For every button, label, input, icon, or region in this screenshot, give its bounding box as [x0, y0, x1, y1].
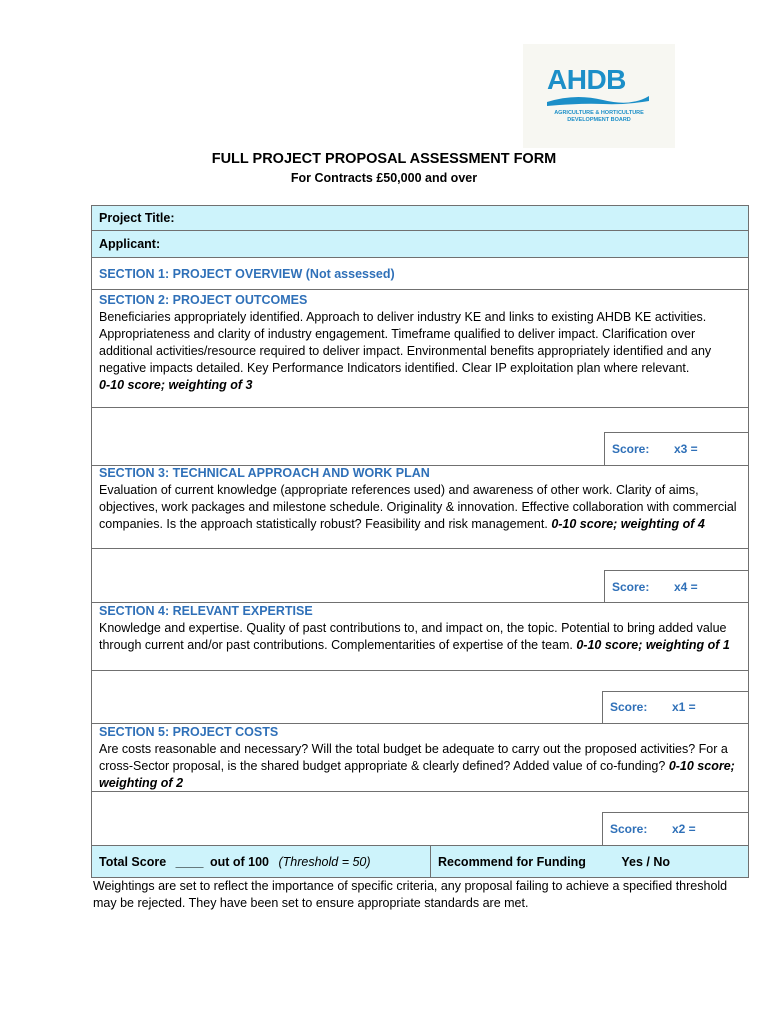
- ahdb-logo: [523, 44, 675, 148]
- section2-score-box[interactable]: [604, 432, 749, 466]
- section4-body: Knowledge and expertise. Quality of past contributions to, and impact on, the topic. Potential to bring added value through current and/or past contributions. Complementarities of expertise of the team.: [99, 621, 727, 652]
- section1-row: [91, 257, 749, 290]
- section2-heading: SECTION 2: PROJECT OUTCOMES: [99, 293, 308, 307]
- section2-multiplier: x3 =: [674, 442, 698, 456]
- section4-heading: SECTION 4: RELEVANT EXPERTISE: [99, 604, 313, 618]
- section3-heading: SECTION 3: TECHNICAL APPROACH AND WORK PLAN: [99, 466, 430, 480]
- section2-scoring: 0-10 score; weighting of 3: [99, 378, 253, 392]
- section4-score-label: Score:: [610, 700, 648, 714]
- form-title: FULL PROJECT PROPOSAL ASSESSMENT FORM: [211, 151, 557, 167]
- total-score-blank: ____: [175, 855, 204, 869]
- section2-score-label: Score:: [612, 442, 650, 456]
- section3-body: Evaluation of current knowledge (appropriate references used) and awareness of other work. Clarity of aims, objectives, work packages and milestone schedule. Originality & innovation. Effective collaboration with commercial companies. Is the approach statistically robust? Feasibility and risk management.: [99, 483, 737, 531]
- section2-row: [91, 289, 749, 408]
- section3-score-label: Score:: [612, 580, 650, 594]
- logo-wave-icon: [545, 92, 651, 108]
- total-score-label: Total Score: [99, 855, 167, 869]
- logo-wordmark: AHDB: [547, 64, 626, 95]
- recommend-label: Recommend for Funding: [438, 855, 586, 869]
- total-score-cell[interactable]: [91, 845, 431, 878]
- section4-scoring: 0-10 score; weighting of 1: [576, 638, 730, 652]
- total-score-out-of: out of 100: [209, 855, 269, 869]
- recommend-cell[interactable]: [430, 845, 749, 878]
- weighting-note: Weightings are set to reflect the importance of specific criteria, any proposal failing to achieve a specified threshold may be rejected. They have been set to ensure appropriate standards are met.: [93, 879, 728, 910]
- section4-score-box[interactable]: [602, 691, 749, 724]
- project-title-row: [91, 205, 749, 231]
- form-subtitle: For Contracts £50,000 and over: [290, 171, 478, 185]
- section5-body: Are costs reasonable and necessary? Will the total budget be adequate to carry out the proposed activities? For a cross-Sector proposal, is the shared budget appropriate & clearly defined? Added value of co-funding?: [99, 742, 728, 773]
- section5-scoring: 0-10 score; weighting of 2: [99, 759, 735, 790]
- section4-multiplier: x1 =: [672, 700, 696, 714]
- section5-heading: SECTION 5: PROJECT COSTS: [99, 725, 279, 739]
- section5-score-label: Score:: [610, 822, 648, 836]
- section3-row: [91, 465, 749, 549]
- section3-scoring: 0-10 score; weighting of 4: [551, 517, 705, 531]
- section3-multiplier: x4 =: [674, 580, 698, 594]
- section5-row: [91, 723, 749, 792]
- threshold-note: (Threshold = 50): [278, 855, 371, 869]
- project-title-label: Project Title:: [99, 211, 175, 225]
- section4-row: [91, 602, 749, 671]
- section1-heading: SECTION 1: PROJECT OVERVIEW (Not assessed): [99, 267, 395, 281]
- section5-score-box[interactable]: [602, 812, 749, 846]
- applicant-row: [91, 230, 749, 258]
- applicant-label: Applicant:: [99, 237, 161, 251]
- section5-multiplier: x2 =: [672, 822, 696, 836]
- section3-score-box[interactable]: [604, 570, 749, 603]
- recommend-options[interactable]: Yes / No: [621, 855, 671, 869]
- logo-subtitle: AGRICULTURE & HORTICULTURE DEVELOPMENT BOARD: [554, 110, 644, 123]
- section2-body: Beneficiaries appropriately identified. Approach to deliver industry KE and links to existing AHDB KE activities. Appropriateness and clarity of industry engagement. Timeframe qualified to deliver impact. Clarification over additional activities/resource required to deliver impact. Environmental benefits appropriately identified and any negative impacts detailed. Key Performance Indicators identified. Clear IP exploitation plan where relevant.: [99, 310, 712, 375]
